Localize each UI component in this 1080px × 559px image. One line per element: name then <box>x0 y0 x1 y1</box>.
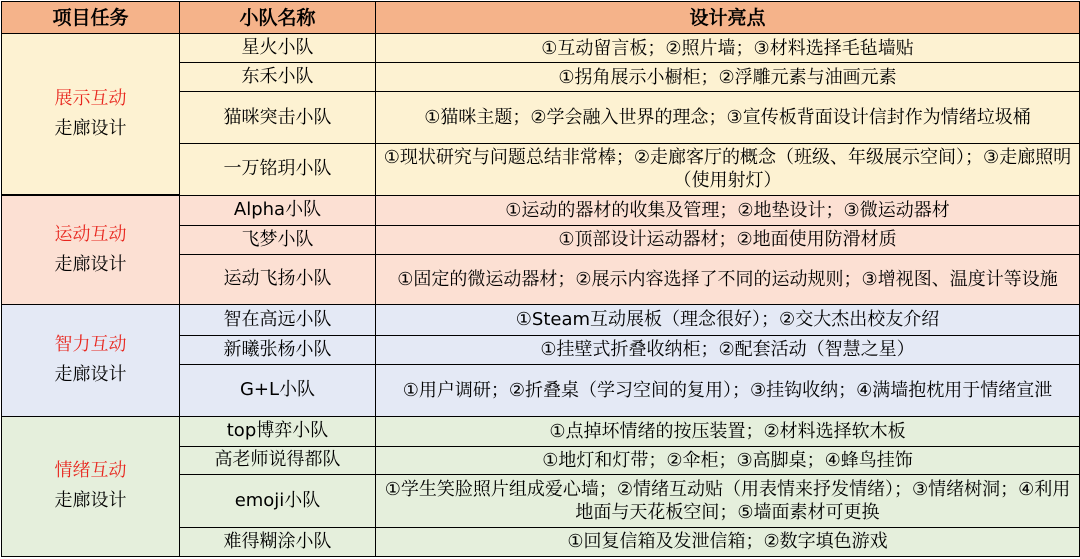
team-name: 智在高远小队 <box>180 304 376 335</box>
highlights: ①地灯和灯带；②伞柜；③高脚桌；④蜂鸟挂饰 <box>376 446 1080 474</box>
highlights: ①现状研究与问题总结非常棒；②走廊客厅的概念（班级、年级展示空间）；③走廊照明（使用射灯） <box>376 143 1080 195</box>
team-name: 飞梦小队 <box>180 225 376 254</box>
design-highlights-table <box>1 1 1080 557</box>
category-cell <box>2 195 180 304</box>
category-subtitle: 走廊设计 <box>54 254 127 276</box>
table-row <box>2 34 1080 63</box>
team-name: 难得糊涂小队 <box>180 527 376 556</box>
header-row <box>2 2 1080 34</box>
highlights: ①用户调研；②折叠桌（学习空间的复用）；③挂钩收纳；④满墙抱枕用于情绪宣泄 <box>376 364 1080 416</box>
category-title: 运动互动 <box>54 224 127 246</box>
team-name: 高老师说得都队 <box>180 446 376 474</box>
team-name: emoji小队 <box>180 474 376 527</box>
highlights: ①顶部设计运动器材；②地面使用防滑材质 <box>376 225 1080 254</box>
highlights: ①挂壁式折叠收纳柜；②配套活动（智慧之星） <box>376 335 1080 364</box>
highlights: ①拐角展示小橱柜；②浮雕元素与油画元素 <box>376 63 1080 92</box>
category-subtitle: 走廊设计 <box>54 364 127 386</box>
highlights: ①回复信箱及发泄信箱；②数字填色游戏 <box>376 527 1080 556</box>
category-subtitle: 走廊设计 <box>54 118 127 140</box>
team-name: 猫咪突击小队 <box>180 92 376 144</box>
category-title: 情绪互动 <box>54 460 127 482</box>
header-team: 小队名称 <box>180 2 376 34</box>
category-title: 智力互动 <box>54 334 127 356</box>
category-cell <box>2 304 180 416</box>
highlights: ①Steam互动展板（理念很好）；②交大杰出校友介绍 <box>376 304 1080 335</box>
table-row <box>2 304 1080 335</box>
category-cell <box>2 34 180 196</box>
highlights: ①固定的微运动器材；②展示内容选择了不同的运动规则；③增视图、温度计等设施 <box>376 254 1080 304</box>
team-name: 星火小队 <box>180 34 376 63</box>
category-subtitle: 走廊设计 <box>54 490 127 512</box>
category-cell <box>2 416 180 556</box>
highlights: ①猫咪主题；②学会融入世界的理念；③宣传板背面设计信封作为情绪垃圾桶 <box>376 92 1080 144</box>
header-task: 项目任务 <box>2 2 180 34</box>
highlights: ①点掉坏情绪的按压装置；②材料选择软木板 <box>376 416 1080 446</box>
team-name: top博弈小队 <box>180 416 376 446</box>
highlights: ①学生笑脸照片组成爱心墙；②情绪互动贴（用表情来抒发情绪）；③情绪树洞；④利用地面与天花板空间；⑤墙面素材可更换 <box>376 474 1080 527</box>
team-name: 东禾小队 <box>180 63 376 92</box>
team-name: Alpha小队 <box>180 195 376 225</box>
team-name: 一万铭玥小队 <box>180 143 376 195</box>
table-row <box>2 195 1080 225</box>
header-highlights: 设计亮点 <box>376 2 1080 34</box>
highlights: ①互动留言板；②照片墙；③材料选择毛毡墙贴 <box>376 34 1080 63</box>
team-name: 新曦张杨小队 <box>180 335 376 364</box>
team-name: G+L小队 <box>180 364 376 416</box>
highlights: ①运动的器材的收集及管理；②地垫设计；③微运动器材 <box>376 195 1080 225</box>
category-title: 展示互动 <box>54 88 127 110</box>
team-name: 运动飞扬小队 <box>180 254 376 304</box>
table-row <box>2 416 1080 446</box>
